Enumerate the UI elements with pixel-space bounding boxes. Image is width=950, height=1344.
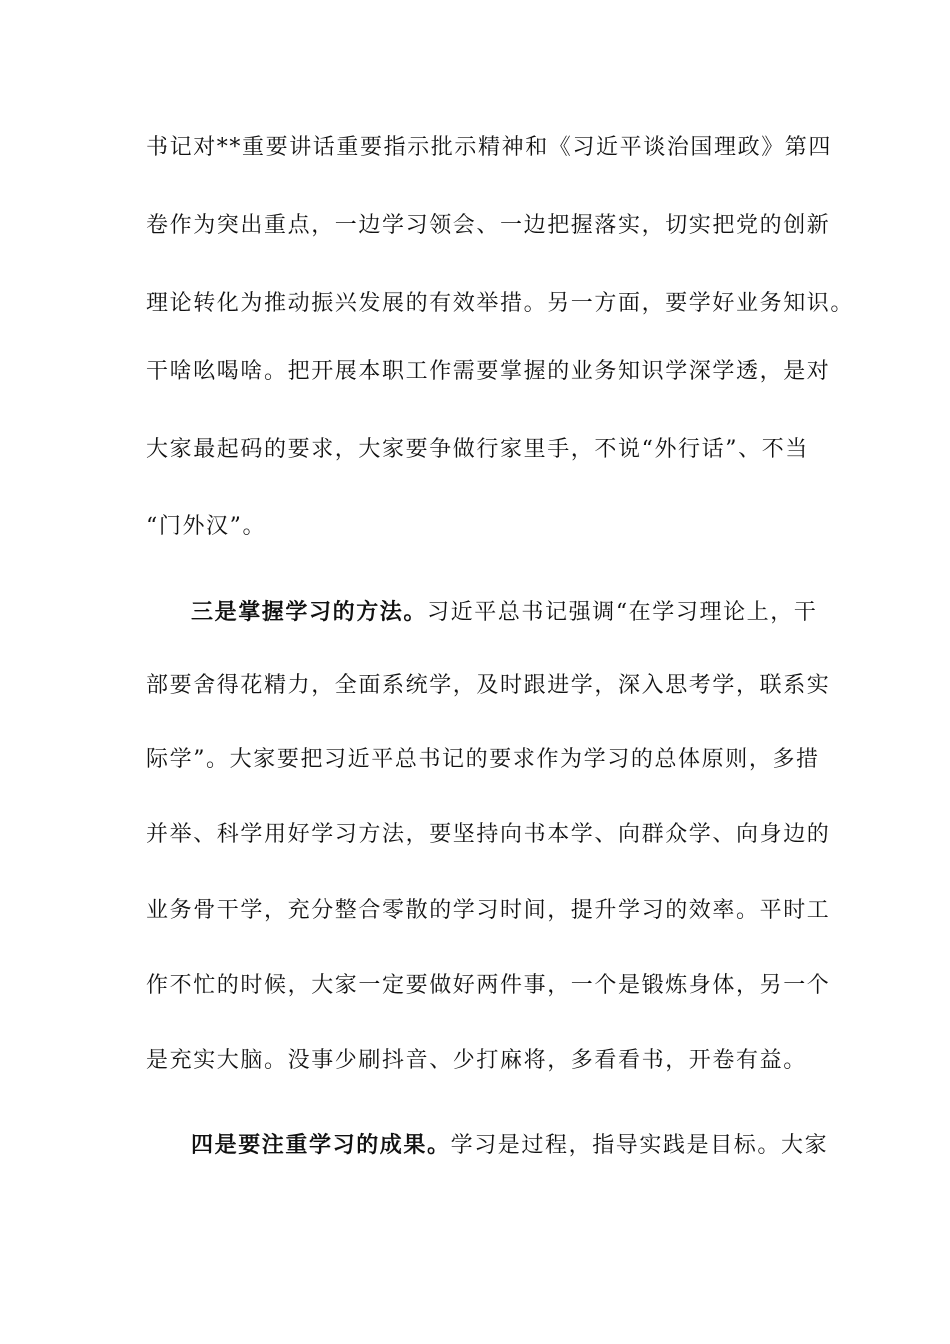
paragraph-line: 是充实大脑。没事少刷抖音、少打麻将，多看看书，开卷有益。 [146,1048,807,1073]
paragraph-line: 际学”。大家要把习近平总书记的要求作为学习的总体原则，多措 [146,747,820,772]
paragraph-line: 干啥吆喝啥。把开展本职工作需要掌握的业务知识学深学透，是对 [146,359,831,384]
paragraph-line: 业务骨干学，充分整合零散的学习时间，提升学习的效率。平时工 [146,898,831,923]
section-3-first-line-text: 习近平总书记强调“在学习理论上，干 [427,600,818,625]
paragraph-line: 并举、科学用好学习方法，要坚持向书本学、向群众学、向身边的 [146,822,831,847]
section-4-first-line-text: 学习是过程，指导实践是目标。大家 [450,1133,829,1158]
paragraph-line: 大家最起码的要求，大家要争做行家里手，不说“外行话”、不当 [146,437,809,462]
section-3-heading: 三是掌握学习的方法。 [191,599,428,625]
paragraph-line: 书记对**重要讲话重要指示批示精神和《习近平谈治国理政》第四 [146,135,833,160]
paragraph-line: 部要舍得花精力，全面系统学，及时跟进学，深入思考学，联系实 [146,673,831,698]
section-3-first-line [191,597,891,628]
paragraph-line: 理论转化为推动振兴发展的有效举措。另一方面，要学好业务知识。 [146,291,855,316]
paragraph-line: 卷作为突出重点，一边学习领会、一边把握落实，切实把党的创新 [146,213,831,238]
section-4-first-line [191,1130,891,1161]
section-4-heading: 四是要注重学习的成果。 [191,1132,451,1158]
paragraph-line: 作不忙的时候，大家一定要做好两件事，一个是锻炼身体，另一个 [146,973,831,998]
paragraph-line: “门外汉”。 [146,514,267,539]
